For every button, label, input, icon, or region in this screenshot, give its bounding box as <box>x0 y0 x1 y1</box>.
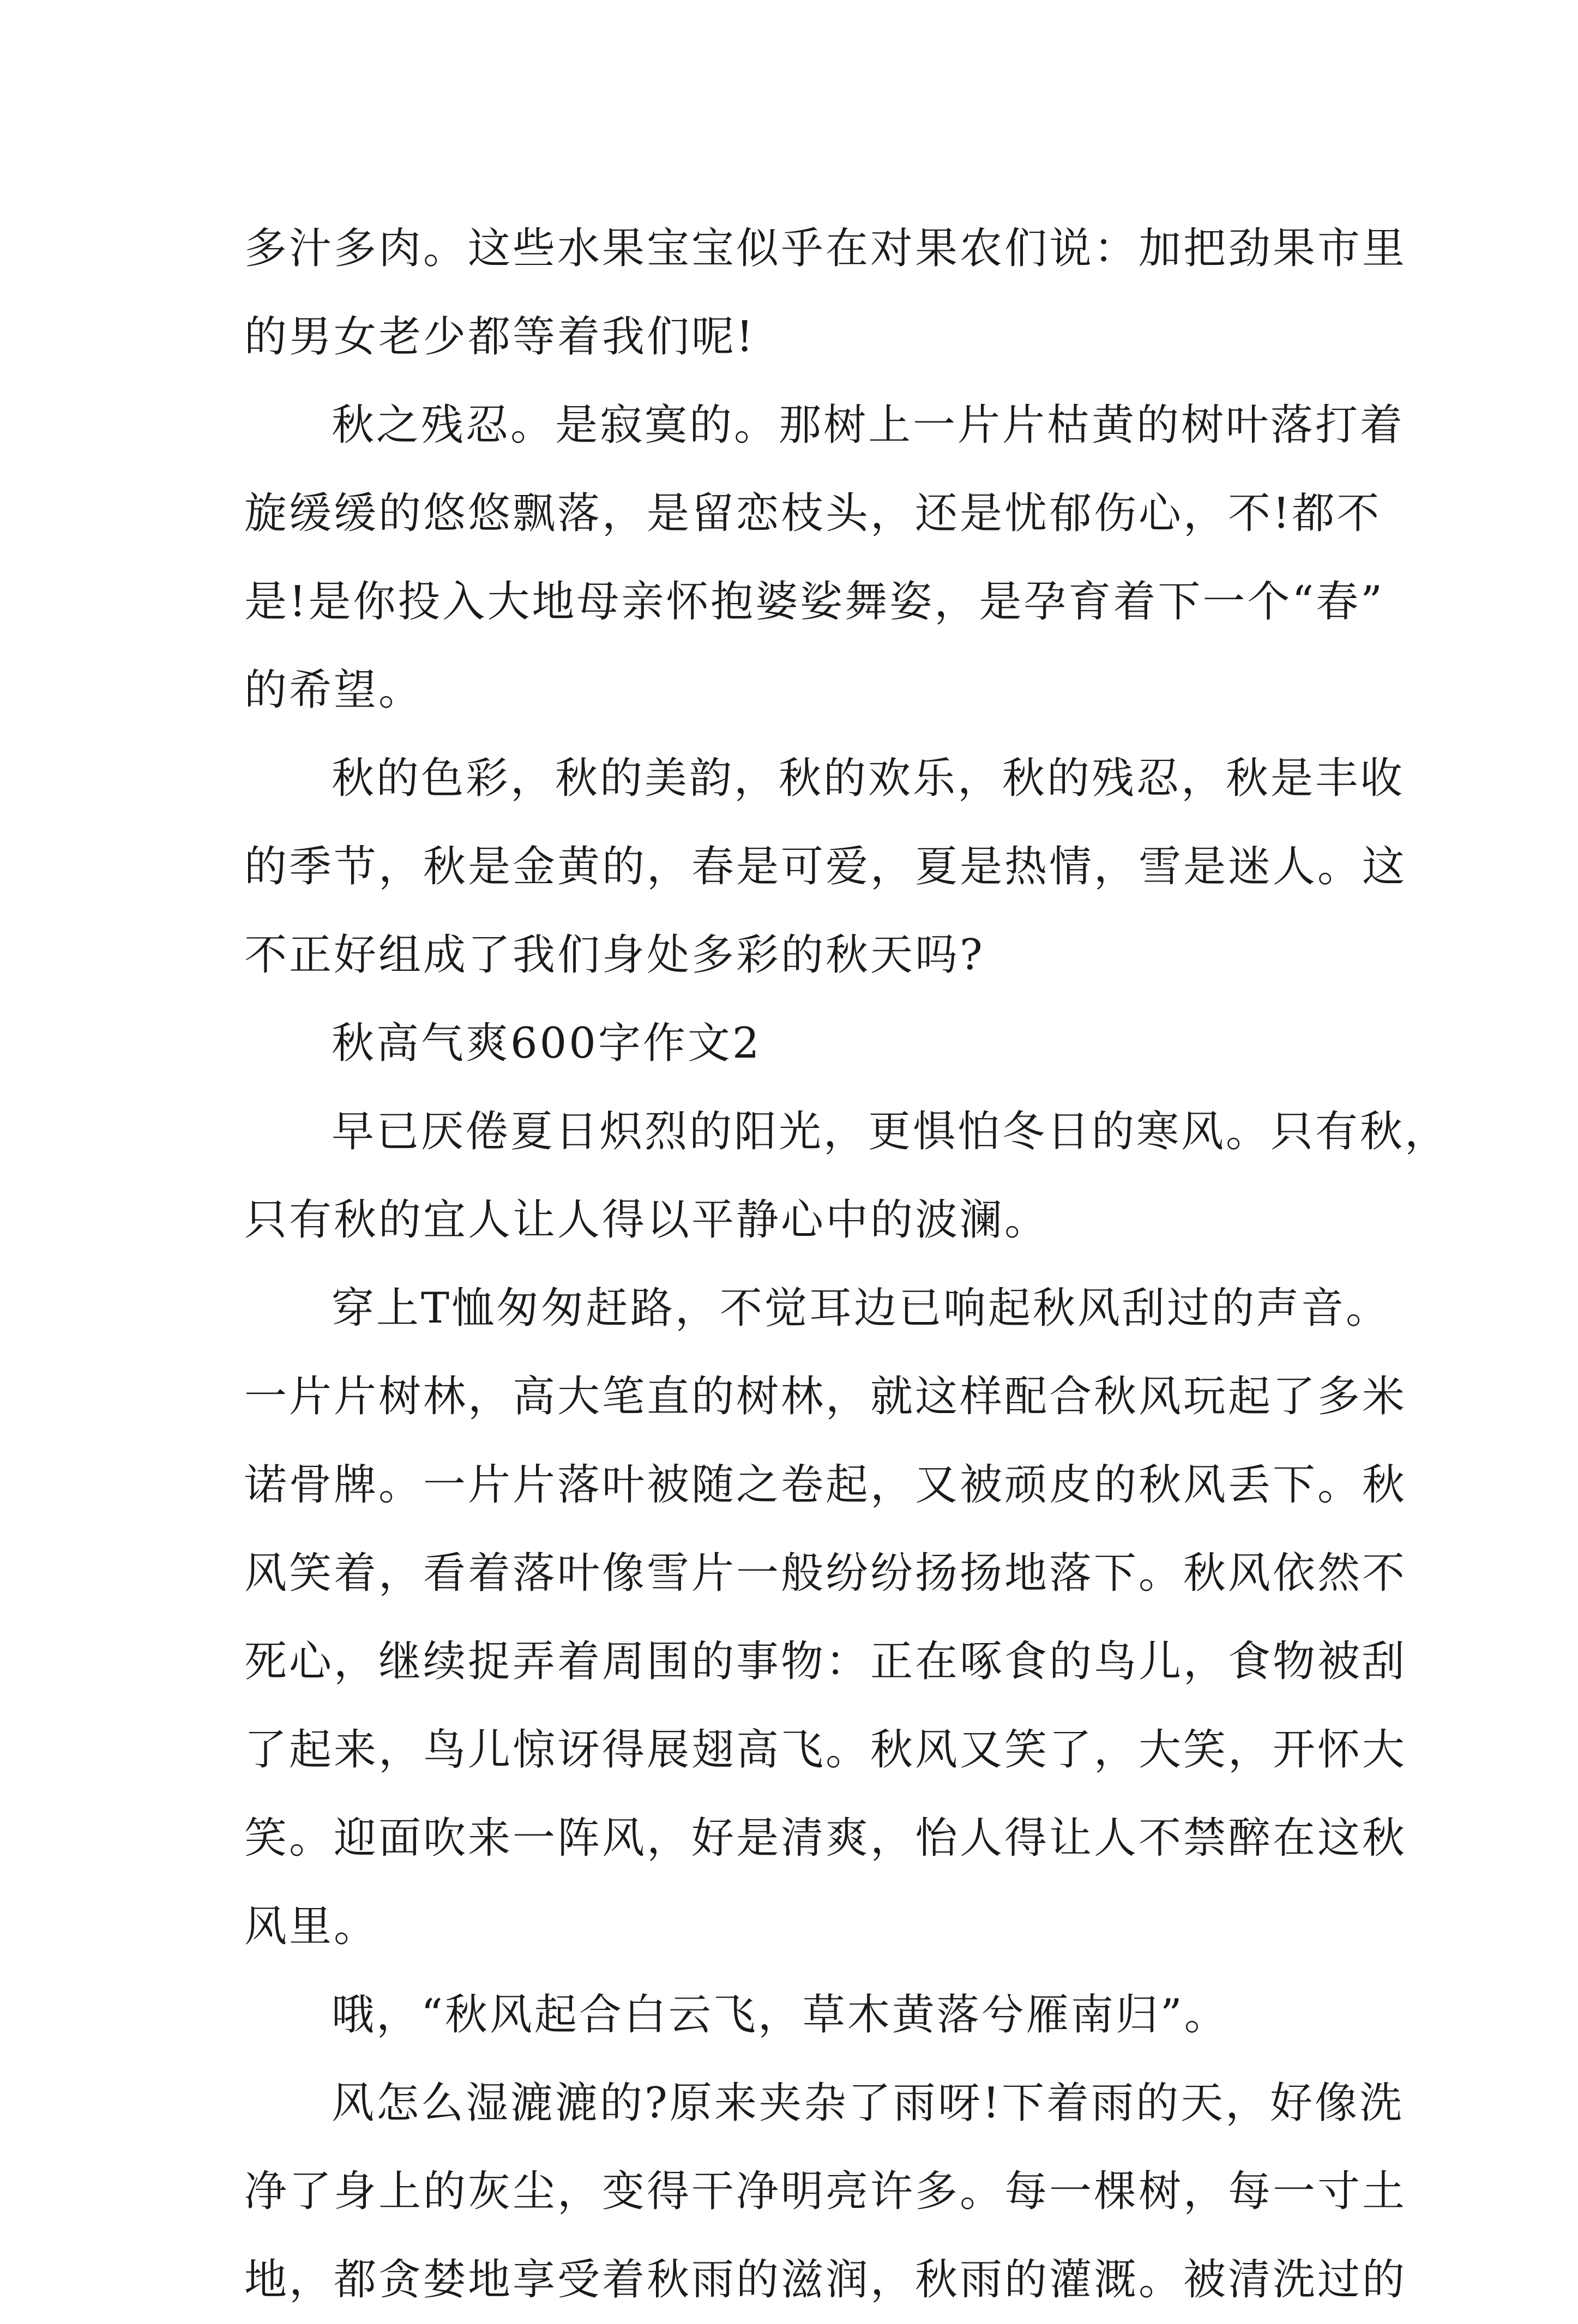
text-line: 地，都贪婪地享受着秋雨的滋润，秋雨的灌溉。被清洗过的 <box>244 2255 1407 2304</box>
text-line: 的希望。 <box>244 666 424 715</box>
text-line: 早已厌倦夏日炽烈的阳光，更惧怕冬日的寒风。只有秋， <box>332 1107 1450 1156</box>
text-line: 的季节，秋是金黄的，春是可爱，夏是热情，雪是迷人。这 <box>244 842 1407 891</box>
essay-text-column <box>244 204 1450 2324</box>
text-line: 净了身上的灰尘，变得干净明亮许多。每一棵树，每一寸土 <box>244 2167 1407 2216</box>
text-line: 哦，“秋风起合白云飞，草木黄落兮雁南归”。 <box>332 1990 1229 2039</box>
text-line: 笑。迎面吹来一阵风，好是清爽，怡人得让人不禁醉在这秋 <box>244 1814 1407 1863</box>
text-line: 诺骨牌。一片片落叶被随之卷起，又被顽皮的秋风丢下。秋 <box>244 1460 1407 1510</box>
text-line: 多汁多肉。这些水果宝宝似乎在对果农们说：加把劲果市里 <box>244 224 1407 273</box>
text-line: 只有秋的宜人让人得以平静心中的波澜。 <box>244 1196 1050 1245</box>
text-line: 穿上T恤匆匆赶路，不觉耳边已响起秋风刮过的声音。 <box>332 1284 1391 1333</box>
text-line: 了起来，鸟儿惊讶得展翅高飞。秋风又笑了，大笑，开怀大 <box>244 1725 1407 1774</box>
text-line: 风怎么湿漉漉的?原来夹杂了雨呀!下着雨的天，好像洗 <box>332 2079 1405 2128</box>
text-line: 秋高气爽600字作文2 <box>332 1019 762 1068</box>
text-line: 的男女老少都等着我们呢! <box>244 312 756 361</box>
text-line: 是!是你投入大地母亲怀抱婆娑舞姿，是孕育着下一个“春” <box>244 577 1385 626</box>
text-line: 秋的色彩，秋的美韵，秋的欢乐，秋的残忍，秋是丰收 <box>332 754 1405 803</box>
text-line: 风里。 <box>244 1902 379 1951</box>
text-line: 秋之残忍。是寂寞的。那树上一片片枯黄的树叶落打着 <box>332 401 1405 450</box>
text-line: 一片片树林，高大笔直的树林，就这样配合秋风玩起了多米 <box>244 1372 1407 1421</box>
text-line: 不正好组成了我们身处多彩的秋天吗? <box>244 931 985 980</box>
text-line: 死心，继续捉弄着周围的事物：正在啄食的鸟儿，食物被刮 <box>244 1637 1407 1686</box>
text-line: 风笑着，看着落叶像雪片一般纷纷扬扬地落下。秋风依然不 <box>244 1549 1407 1598</box>
text-line: 旋缓缓的悠悠飘落，是留恋枝头，还是忧郁伤心，不!都不 <box>244 489 1382 538</box>
